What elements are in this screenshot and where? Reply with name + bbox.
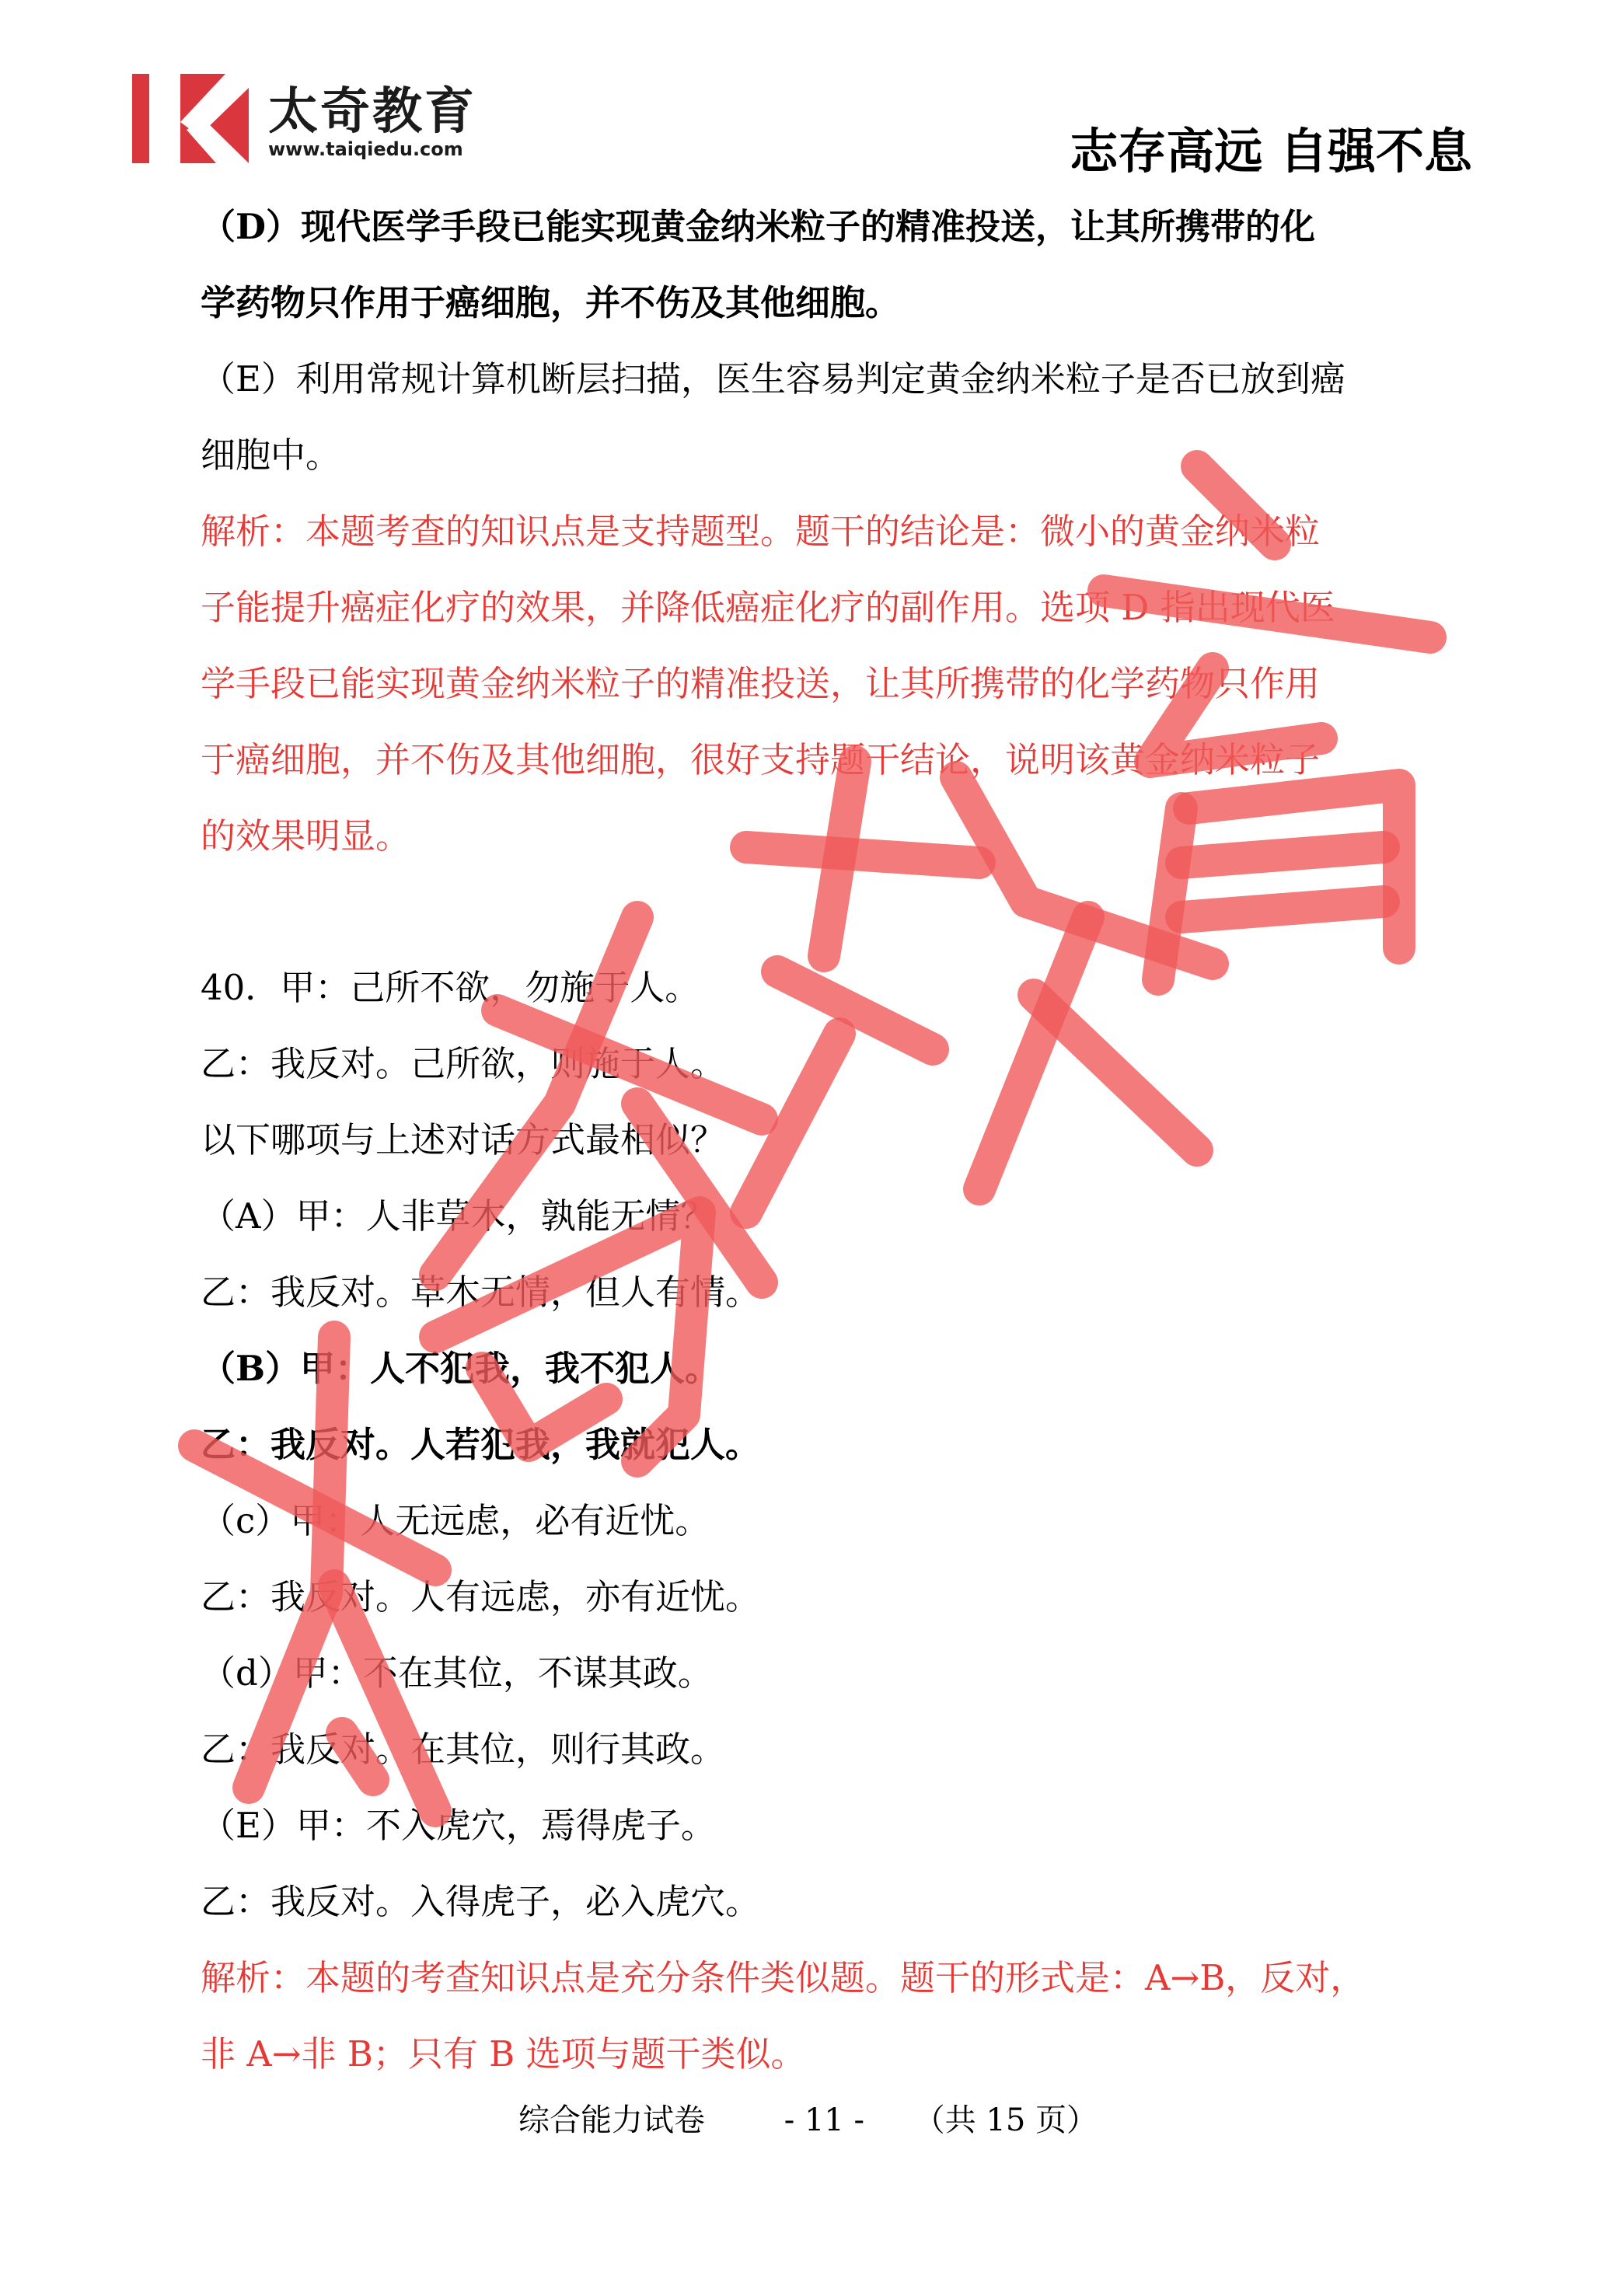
brand-name: 太奇教育 — [268, 83, 476, 141]
option-c-line-2: 乙：我反对。人有远虑，亦有近忧。 — [201, 1576, 761, 1617]
q40-stem-line-1: 40．甲：己所不欲，勿施于人。 — [201, 967, 700, 1008]
q40-analysis-line: 非 A→非 B；只有 B 选项与题干类似。 — [201, 2033, 806, 2074]
option-b-line-1: （B）甲：人不犯我，我不犯人。 — [201, 1348, 721, 1389]
header-motto: 志存高远 自强不息 — [1070, 123, 1472, 180]
prev-analysis-line: 于癌细胞，并不伤及其他细胞，很好支持题干结论，说明该黄金纳米粒子 — [201, 739, 1321, 780]
option-c-line-1: （c）甲：人无远虑，必有近忧。 — [201, 1500, 710, 1541]
prev-option-d-line-1: （D）现代医学手段已能实现黄金纳米粒子的精准投送，让其所携带的化 — [201, 206, 1316, 247]
prev-analysis-line: 学手段已能实现黄金纳米粒子的精准投送，让其所携带的化学药物只作用 — [201, 663, 1321, 704]
option-d-line-2: 乙：我反对。在其位，则行其政。 — [201, 1729, 726, 1770]
prev-option-e-line-1: （E）利用常规计算机断层扫描，医生容易判定黄金纳米粒子是否已放到癌 — [201, 358, 1346, 400]
option-a-line-1: （A）甲：人非草木，孰能无情？ — [201, 1195, 716, 1237]
option-e-line-2: 乙：我反对。入得虎子，必入虎穴。 — [201, 1881, 761, 1922]
prev-analysis-line: 解析：本题考查的知识点是支持题型。题干的结论是：微小的黄金纳米粒 — [201, 511, 1321, 552]
q40-stem-line-2: 乙：我反对。己所欲，则施于人。 — [201, 1043, 726, 1084]
prev-option-e-line-2: 细胞中。 — [201, 434, 341, 476]
option-a-line-2: 乙：我反对。草木无情，但人有情。 — [201, 1272, 761, 1313]
prev-analysis-line: 子能提升癌症化疗的效果，并降低癌症化疗的副作用。选项 D 指出现代医 — [201, 587, 1335, 628]
option-b-line-2: 乙：我反对。人若犯我，我就犯人。 — [201, 1424, 761, 1465]
option-e-line-1: （E）甲：不入虎穴，焉得虎子。 — [201, 1805, 716, 1846]
brand-url: www.taiqiedu.com — [268, 138, 463, 160]
q40-question: 以下哪项与上述对话方式最相似？ — [201, 1119, 726, 1160]
q40-analysis-line: 解析：本题的考查知识点是充分条件类似题。题干的形式是：A→B，反对， — [201, 1957, 1366, 1998]
prev-analysis-line: 的效果明显。 — [201, 815, 411, 857]
prev-option-d-line-2: 学药物只作用于癌细胞，并不伤及其他细胞。 — [201, 282, 901, 323]
taiqi-logo-icon — [132, 74, 249, 163]
option-d-line-1: （d）甲：不在其位，不谋其政。 — [201, 1652, 713, 1694]
page-footer: 综合能力试卷 - 11 - （共 15 页） — [518, 2102, 1098, 2138]
